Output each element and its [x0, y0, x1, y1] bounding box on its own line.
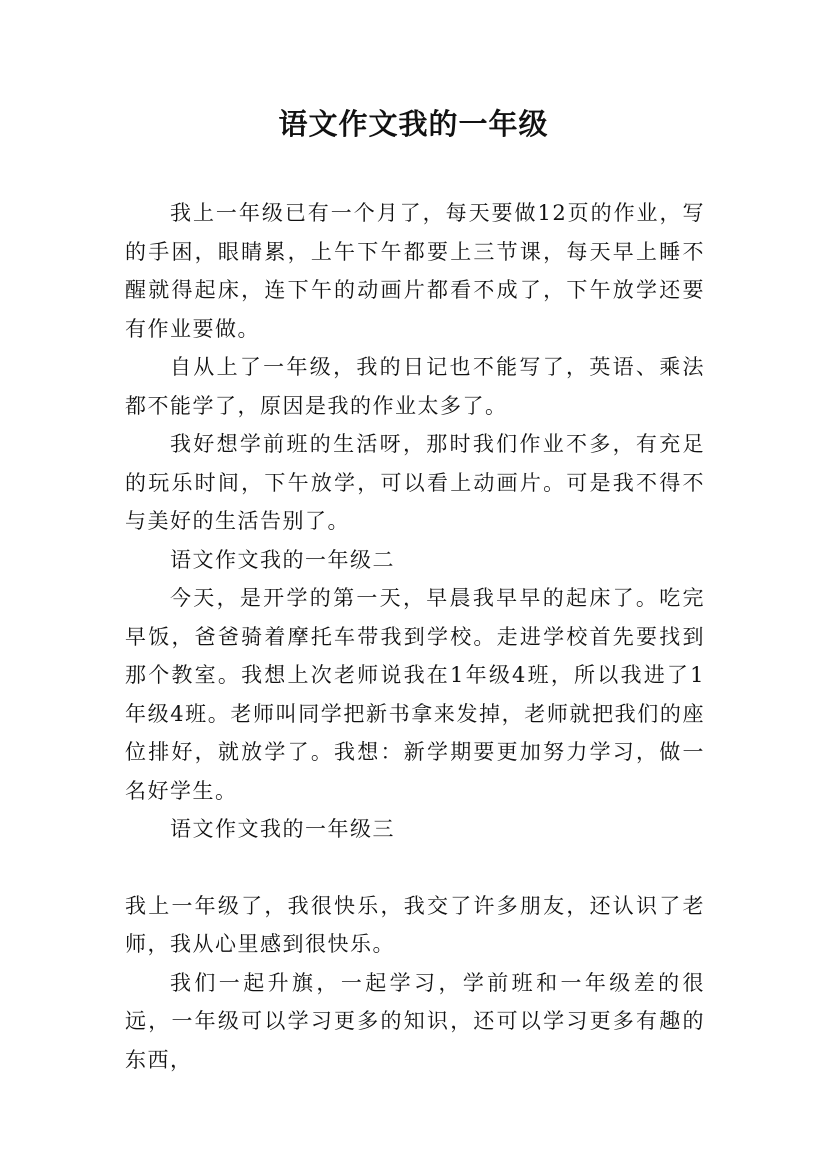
section-heading-2: 语文作文我的一年级二 — [170, 547, 395, 572]
section-heading-3: 语文作文我的一年级三 — [170, 817, 395, 841]
paragraph-6: 我们一起升旗，一起学习，学前班和一年级差的很远，一年级可以学习更多的知识，还可以学习更多有趣的东西， — [125, 970, 705, 1072]
paragraph-5: 我上一年级了，我很快乐，我交了许多朋友，还认识了老师，我从心里感到很快乐。 — [125, 893, 705, 956]
paragraph-1: 我上一年级已有一个月了，每天要做12页的作业，写的手困，眼睛累，上午下午都要上三节课，每天早上睡不醒就得起床，连下午的动画片都看不成了，下午放学还要有作业要做。 — [125, 201, 705, 341]
document-title: 语文作文我的一年级 — [278, 107, 549, 141]
paragraph-3: 我好想学前班的生活呀，那时我们作业不多，有充足的玩乐时间，下午放学，可以看上动画片。可是我不得不与美好的生活告别了。 — [125, 432, 705, 533]
paragraph-4: 今天，是开学的第一天，早晨我早早的起床了。吃完早饭，爸爸骑着摩托车带我到学校。走进学校首先要找到那个教室。我想上次老师说我在1年级4班，所以我进了1年级4班。老师叫同学把新书拿来发掉，老师就把我们的座位排好，就放学了。我想：新学期要更加努力学习，做一名好学生。 — [125, 586, 705, 803]
paragraph-2: 自从上了一年级，我的日记也不能写了，英语、乘法都不能学了，原因是我的作业太多了。 — [125, 355, 705, 418]
blank-line — [125, 849, 705, 887]
document-body — [125, 194, 705, 1079]
